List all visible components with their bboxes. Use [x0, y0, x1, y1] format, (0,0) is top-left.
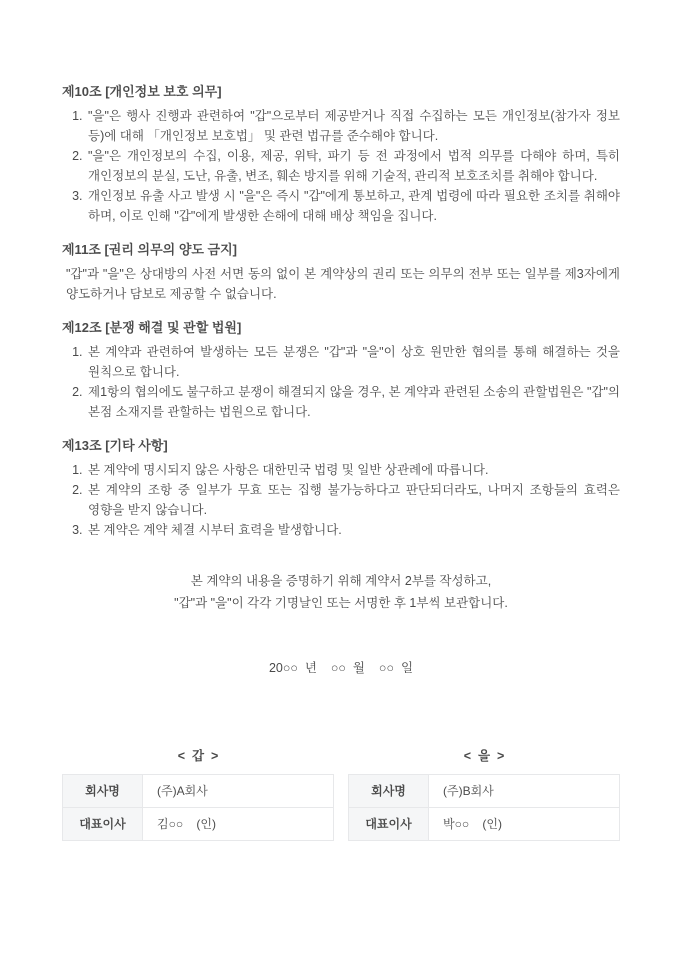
- clause-item: 2. 제1항의 협의에도 불구하고 분쟁이 해결되지 않을 경우, 본 계약과 관련된 소송의 관할법원은 "갑"의 본점 소재지를 관할하는 법원으로 합니다.: [86, 382, 620, 422]
- section-body: [62, 460, 620, 540]
- signature-field-label: 대표이사: [63, 808, 143, 841]
- section-heading: 제13조 [기타 사항]: [62, 438, 168, 453]
- contract-section: [62, 240, 620, 304]
- clause-list: [62, 342, 620, 422]
- party-label: < 을 >: [463, 749, 505, 763]
- closing-line-2: "갑"과 "을"이 각각 기명날인 또는 서명한 후 1부씩 보관합니다.: [174, 596, 508, 610]
- clause-item: 3. 개인정보 유출 사고 발생 시 "을"은 즉시 "갑"에게 통보하고, 관계 법령에 따라 필요한 조치를 취해야 하며, 이로 인해 "갑"에게 발생한 손해에 대해 배상 책임을 집니다.: [86, 186, 620, 226]
- closing-line-1: 본 계약의 내용을 증명하기 위해 계약서 2부를 작성하고,: [190, 574, 492, 588]
- clause-item: 2. "을"은 개인정보의 수집, 이용, 제공, 위탁, 파기 등 전 과정에서 법적 의무를 다해야 하며, 특히 개인정보의 분실, 도난, 유출, 변조, 훼손 방지를 위해 기술적, 관리적 보호조치를 취해야 합니다.: [86, 146, 620, 186]
- signature-block: [62, 746, 334, 841]
- section-heading: 제11조 [권리 의무의 양도 금지]: [62, 242, 237, 257]
- signature-block: [348, 746, 620, 841]
- signature-table-body: [63, 775, 334, 841]
- signature-field-label: 대표이사: [349, 808, 429, 841]
- section-paragraph: "갑"과 "을"은 상대방의 사전 서면 동의 없이 본 계약상의 권리 또는 의무의 전부 또는 일부를 제3자에게 양도하거나 담보로 제공할 수 없습니다.: [66, 267, 620, 301]
- clause-item: 2. 본 계약의 조항 중 일부가 무효 또는 집행 불가능하다고 판단되더라도, 나머지 조항들의 효력은 영향을 받지 않습니다.: [86, 480, 620, 520]
- signature-field-value: 박○○ (인): [429, 808, 620, 841]
- contract-section: [62, 82, 620, 226]
- clause-list: [62, 106, 620, 226]
- signature-row: [349, 775, 620, 808]
- signature-row: [349, 808, 620, 841]
- signature-blocks: [62, 746, 620, 841]
- signature-row: [63, 808, 334, 841]
- contract-section: [62, 436, 620, 540]
- signature-field-value: (주)B회사: [429, 775, 620, 808]
- section-body: [62, 342, 620, 422]
- section-body: [62, 264, 620, 304]
- party-label: < 갑 >: [177, 749, 219, 763]
- date-line: 20○○ 년 ○○ 월 ○○ 일: [268, 661, 414, 675]
- contract-sections: [62, 82, 620, 540]
- signature-table: [62, 774, 334, 841]
- clause-item: 1. 본 계약과 관련하여 발생하는 모든 분쟁은 "갑"과 "을"이 상호 원만한 협의를 통해 해결하는 것을 원칙으로 합니다.: [86, 342, 620, 382]
- signature-field-value: 김○○ (인): [143, 808, 334, 841]
- clause-list: [62, 460, 620, 540]
- section-body: [62, 106, 620, 226]
- signature-table-body: [349, 775, 620, 841]
- clause-item: 1. "을"은 행사 진행과 관련하여 "갑"으로부터 제공받거나 직접 수집하는 모든 개인정보(참가자 정보 등)에 대해 「개인정보 보호법」 및 관련 법규를 준수해야 합니다.: [86, 106, 620, 146]
- section-heading: 제10조 [개인정보 보호 의무]: [62, 84, 222, 99]
- closing-statement: [62, 570, 620, 614]
- section-heading: 제12조 [분쟁 해결 및 관할 법원]: [62, 320, 242, 335]
- signature-field-label: 회사명: [349, 775, 429, 808]
- clause-item: 1. 본 계약에 명시되지 않은 사항은 대한민국 법령 및 일반 상관례에 따릅니다.: [86, 460, 620, 480]
- signature-table: [348, 774, 620, 841]
- signature-row: [63, 775, 334, 808]
- clause-item: 3. 본 계약은 계약 체결 시부터 효력을 발생합니다.: [86, 520, 620, 540]
- signature-field-label: 회사명: [63, 775, 143, 808]
- contract-section: [62, 318, 620, 422]
- signature-field-value: (주)A회사: [143, 775, 334, 808]
